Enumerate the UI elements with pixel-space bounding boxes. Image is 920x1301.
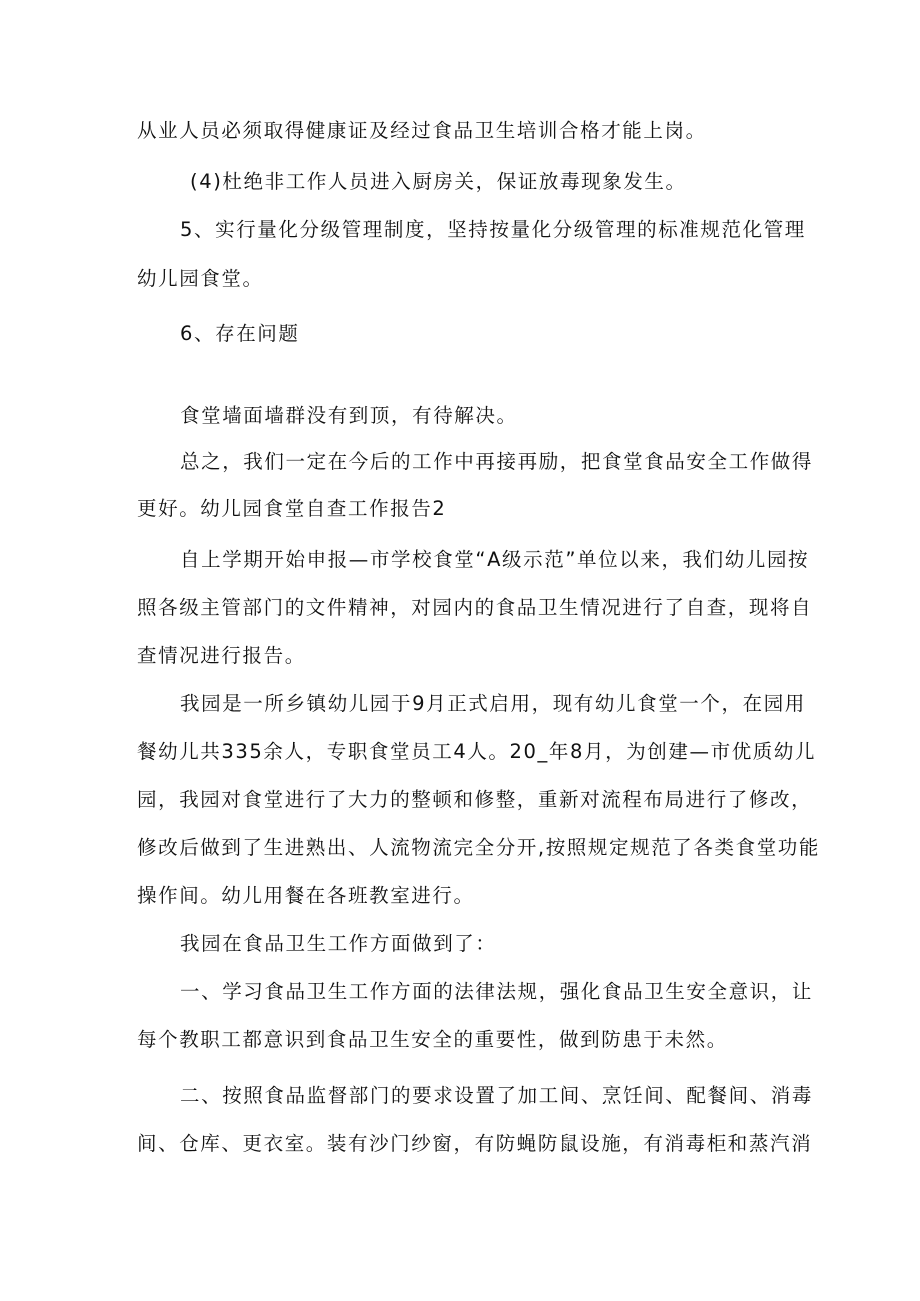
text-line: 餐幼儿共335余人，专职食堂员工4人。20_年8月，为创建—市优质幼儿 [137,740,817,763]
text-line: 园，我园对食堂进行了大力的整顿和修整，重新对流程布局进行了修改， [137,788,813,811]
text-line: 总之，我们一定在今后的工作中再接再励，把食堂食品安全工作做得 [180,450,814,473]
text-line: 每个教职工都意识到食品卫生安全的重要性，做到防患于未然。 [137,1028,728,1051]
text-line: 修改后做到了生进熟出、人流物流完全分开,按照规定规范了各类食堂功能 [137,836,820,859]
text-line: 5、实行量化分级管理制度，坚持按量化分级管理的标准规范化管理 [180,218,806,241]
section-heading: 6、存在问题 [180,322,300,345]
text-line: 二、按照食品监督部门的要求设置了加工间、烹饪间、配餐间、消毒 [180,1084,814,1107]
text-line: 幼儿园食堂。 [137,267,264,290]
text-line: 食堂墙面墙群没有到顶，有待解决。 [180,404,518,427]
text-line: 我园是一所乡镇幼儿园于9月正式启用，现有幼儿食堂一个，在园用 [180,692,806,715]
text-line: 一、学习食品卫生工作方面的法律法规，强化食品卫生安全意识，让 [180,980,814,1003]
text-line: 更好。幼儿园食堂自查工作报告2 [137,497,447,520]
text-line: 操作间。幼儿用餐在各班教室进行。 [137,884,475,907]
text-line: 我园在食品卫生工作方面做到了： [180,932,497,955]
text-line: 自上学期开始申报—市学校食堂“A级示范”单位以来，我们幼儿园按 [180,548,810,571]
text-line: 间、仓库、更衣室。装有沙门纱窗，有防蝇防鼠设施，有消毒柜和蒸汽消 [137,1132,813,1155]
text-line: 查情况进行报告。 [137,644,306,667]
text-line: 从业人员必须取得健康证及经过食品卫生培训合格才能上岗。 [137,119,707,142]
text-line: (4)杜绝非工作人员进入厨房关，保证放毒现象发生。 [190,170,687,193]
text-line: 照各级主管部门的文件精神，对园内的食品卫生情况进行了自查，现将自 [137,596,813,619]
